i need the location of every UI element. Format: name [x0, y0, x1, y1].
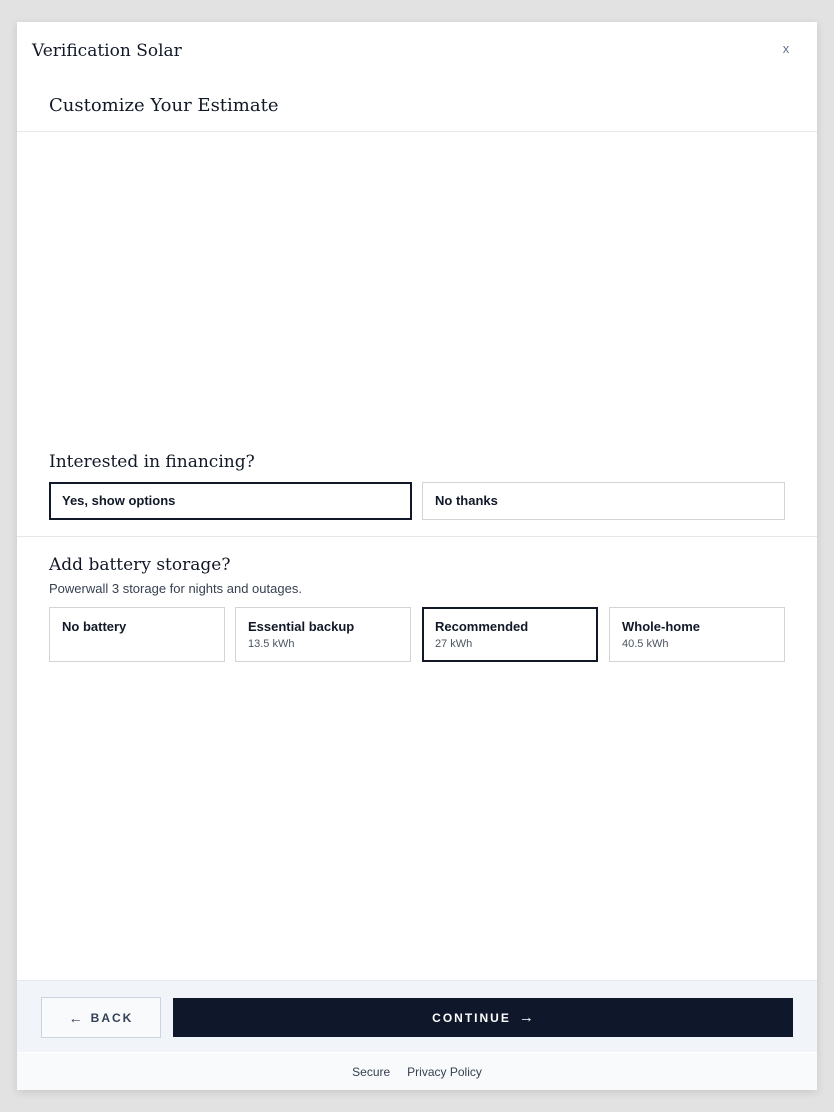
financing-option-no[interactable] — [422, 482, 785, 520]
option-detail: 40.5 kWh — [622, 638, 669, 650]
arrow-right-icon: → — [518, 1009, 534, 1026]
footer-bar — [17, 980, 817, 1052]
back-button[interactable] — [41, 997, 161, 1038]
battery-option-essential[interactable] — [235, 607, 411, 662]
option-label: No battery — [62, 619, 127, 634]
battery-option-whole-home[interactable] — [609, 607, 785, 662]
page-title: Customize Your Estimate — [49, 95, 279, 116]
option-detail: 27 kWh — [435, 638, 473, 650]
battery-subtitle: Powerwall 3 storage for nights and outages. — [49, 581, 302, 596]
option-detail: 13.5 kWh — [248, 638, 295, 650]
battery-option-recommended[interactable] — [422, 607, 598, 662]
estimate-modal — [17, 22, 817, 1090]
back-label: BACK — [90, 1010, 134, 1025]
continue-label: CONTINUE — [432, 1010, 511, 1025]
footer-links — [17, 1053, 817, 1090]
header-divider — [17, 131, 817, 132]
arrow-left-icon: ← — [68, 1009, 83, 1026]
battery-question: Add battery storage? — [49, 555, 231, 575]
financing-option-yes[interactable] — [49, 482, 412, 520]
continue-button[interactable] — [173, 998, 793, 1037]
privacy-policy-link[interactable]: Privacy Policy — [407, 1064, 482, 1079]
battery-option-none[interactable] — [49, 607, 225, 662]
option-label: Whole-home — [622, 619, 700, 634]
option-label: Essential backup — [248, 619, 355, 634]
option-label: Recommended — [435, 619, 529, 634]
section-divider — [17, 536, 817, 537]
secure-link[interactable]: Secure — [352, 1064, 391, 1079]
option-label: No thanks — [435, 493, 498, 508]
financing-question: Interested in financing? — [49, 452, 255, 472]
option-label: Yes, show options — [62, 493, 176, 508]
close-button[interactable]: x — [782, 41, 790, 56]
brand-name: Verification Solar — [32, 41, 182, 61]
